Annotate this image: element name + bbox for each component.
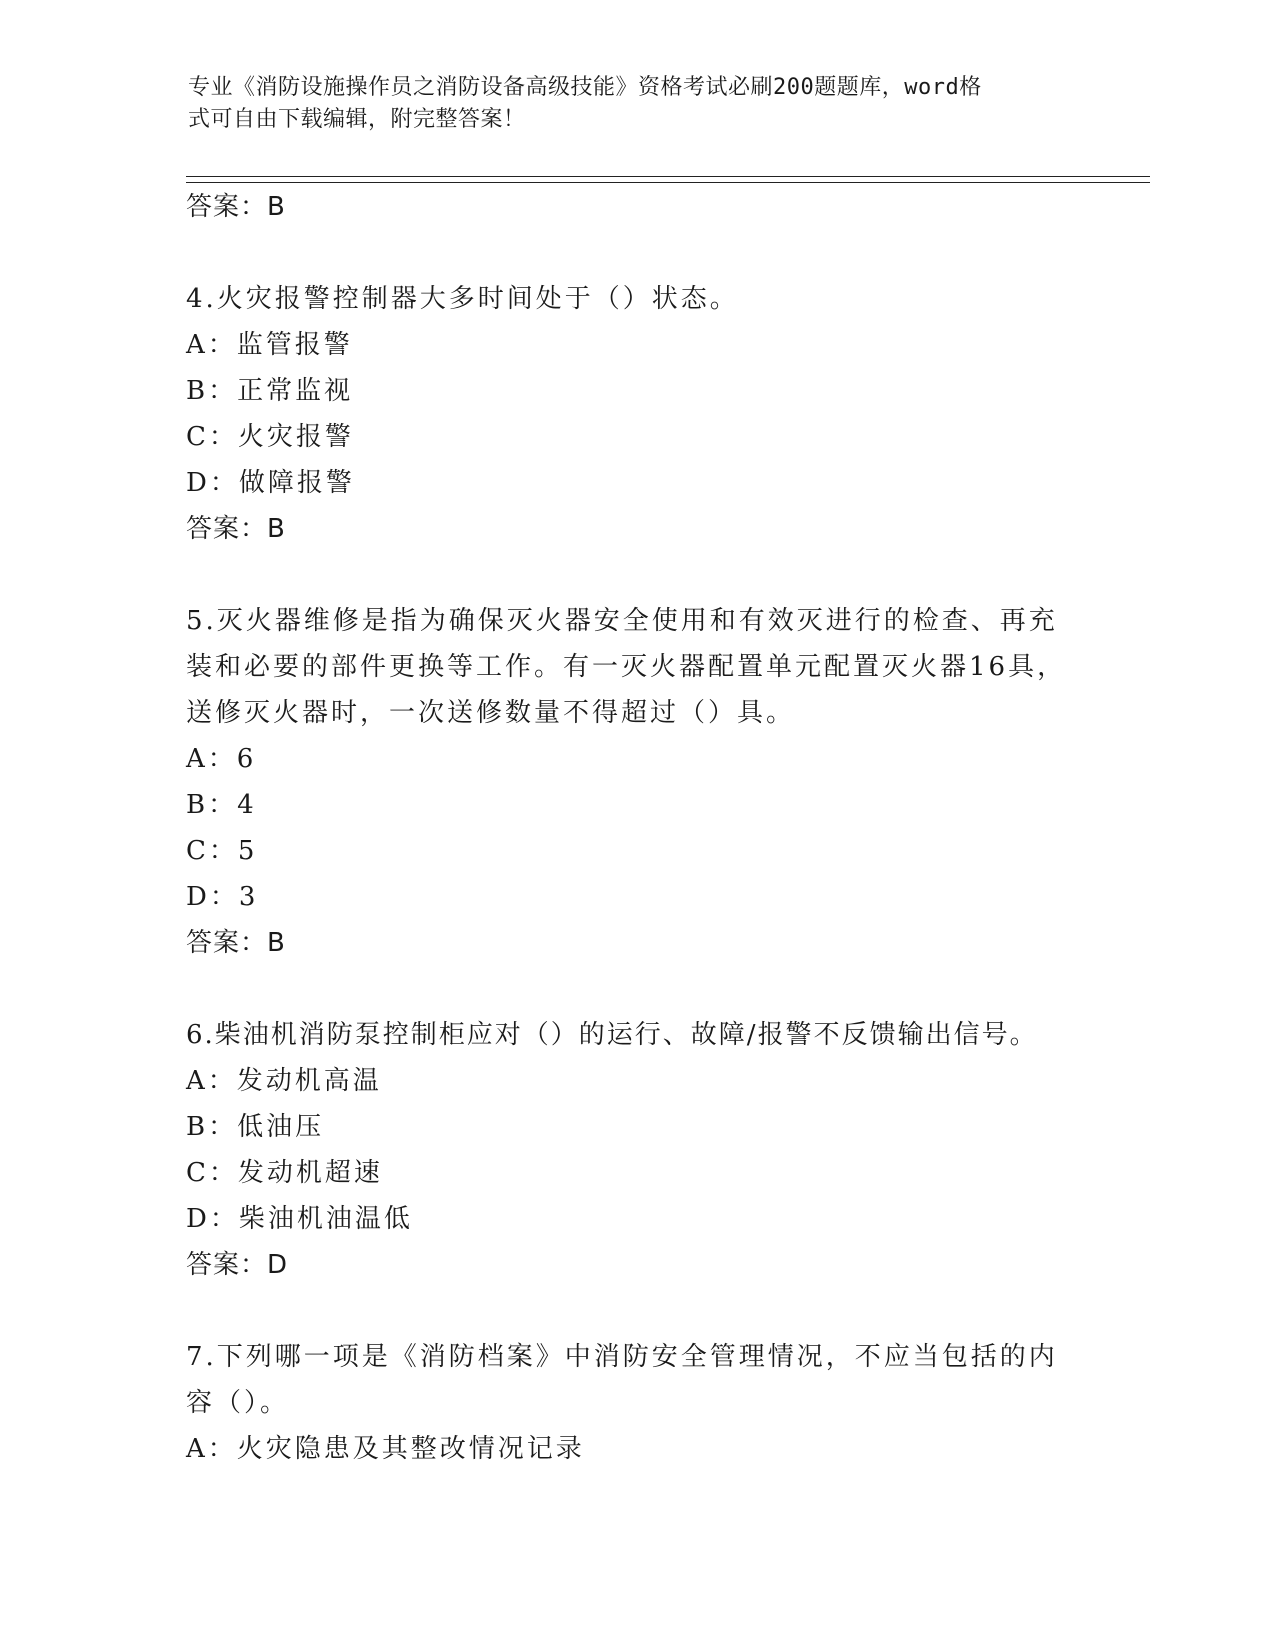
question-7-option-a: A：火灾隐患及其整改情况记录 [186,1434,585,1464]
header-divider-bottom [186,182,1150,183]
question-5-text-line-3: 送修灭火器时，一次送修数量不得超过（）具。 [186,698,796,728]
question-5-option-a: A：6 [186,744,257,774]
question-4-option-a: A：监管报警 [186,330,353,360]
question-7 [186,1334,1086,1472]
question-6-option-c: C：发动机超速 [186,1158,383,1188]
question-6 [186,1012,1086,1288]
header-line-2: 式可自由下载编辑，附完整答案！ [188,107,526,132]
question-5-answer: 答案：B [186,928,286,958]
question-7-text-line-1: 7.下列哪一项是《消防档案》中消防安全管理情况，不应当包括的内 [186,1342,1058,1372]
question-5-option-d: D：3 [186,882,259,912]
question-4 [186,276,1086,552]
header-line-1: 专业《消防设施操作员之消防设备高级技能》资格考试必刷200题题库，word格 [188,75,982,100]
spacer [186,1288,1086,1334]
question-4-option-b: B：正常监视 [186,376,354,406]
question-7-text-line-2: 容（）。 [186,1388,290,1418]
question-6-answer: 答案：D [186,1250,289,1280]
header-divider-top [186,176,1150,177]
question-6-option-b: B：低油压 [186,1112,325,1142]
question-5-text-line-1: 5.灭火器维修是指为确保灭火器安全使用和有效灭进行的检查、再充 [186,606,1058,636]
question-4-answer: 答案：B [186,514,286,544]
spacer [186,966,1086,1012]
question-5-option-b: B：4 [186,790,257,820]
question-6-option-a: A：发动机高温 [186,1066,382,1096]
question-4-text: 4.火灾报警控制器大多时间处于（）状态。 [186,284,739,314]
question-6-text: 6.柴油机消防泵控制柜应对（）的运行、故障/报警不反馈输出信号。 [186,1020,1038,1050]
spacer [186,230,1086,276]
document-header [188,72,1068,136]
question-5-option-c: C：5 [186,836,258,866]
question-5-text-line-2: 装和必要的部件更换等工作。有一灭火器配置单元配置灭火器16具， [186,652,1067,682]
question-list [186,184,1086,1472]
spacer [186,552,1086,598]
question-5 [186,598,1086,966]
question-6-option-d: D：柴油机油温低 [186,1204,413,1234]
question-4-option-c: C：火灾报警 [186,422,354,452]
answer-q3: 答案：B [186,192,286,222]
question-4-option-d: D：做障报警 [186,468,355,498]
